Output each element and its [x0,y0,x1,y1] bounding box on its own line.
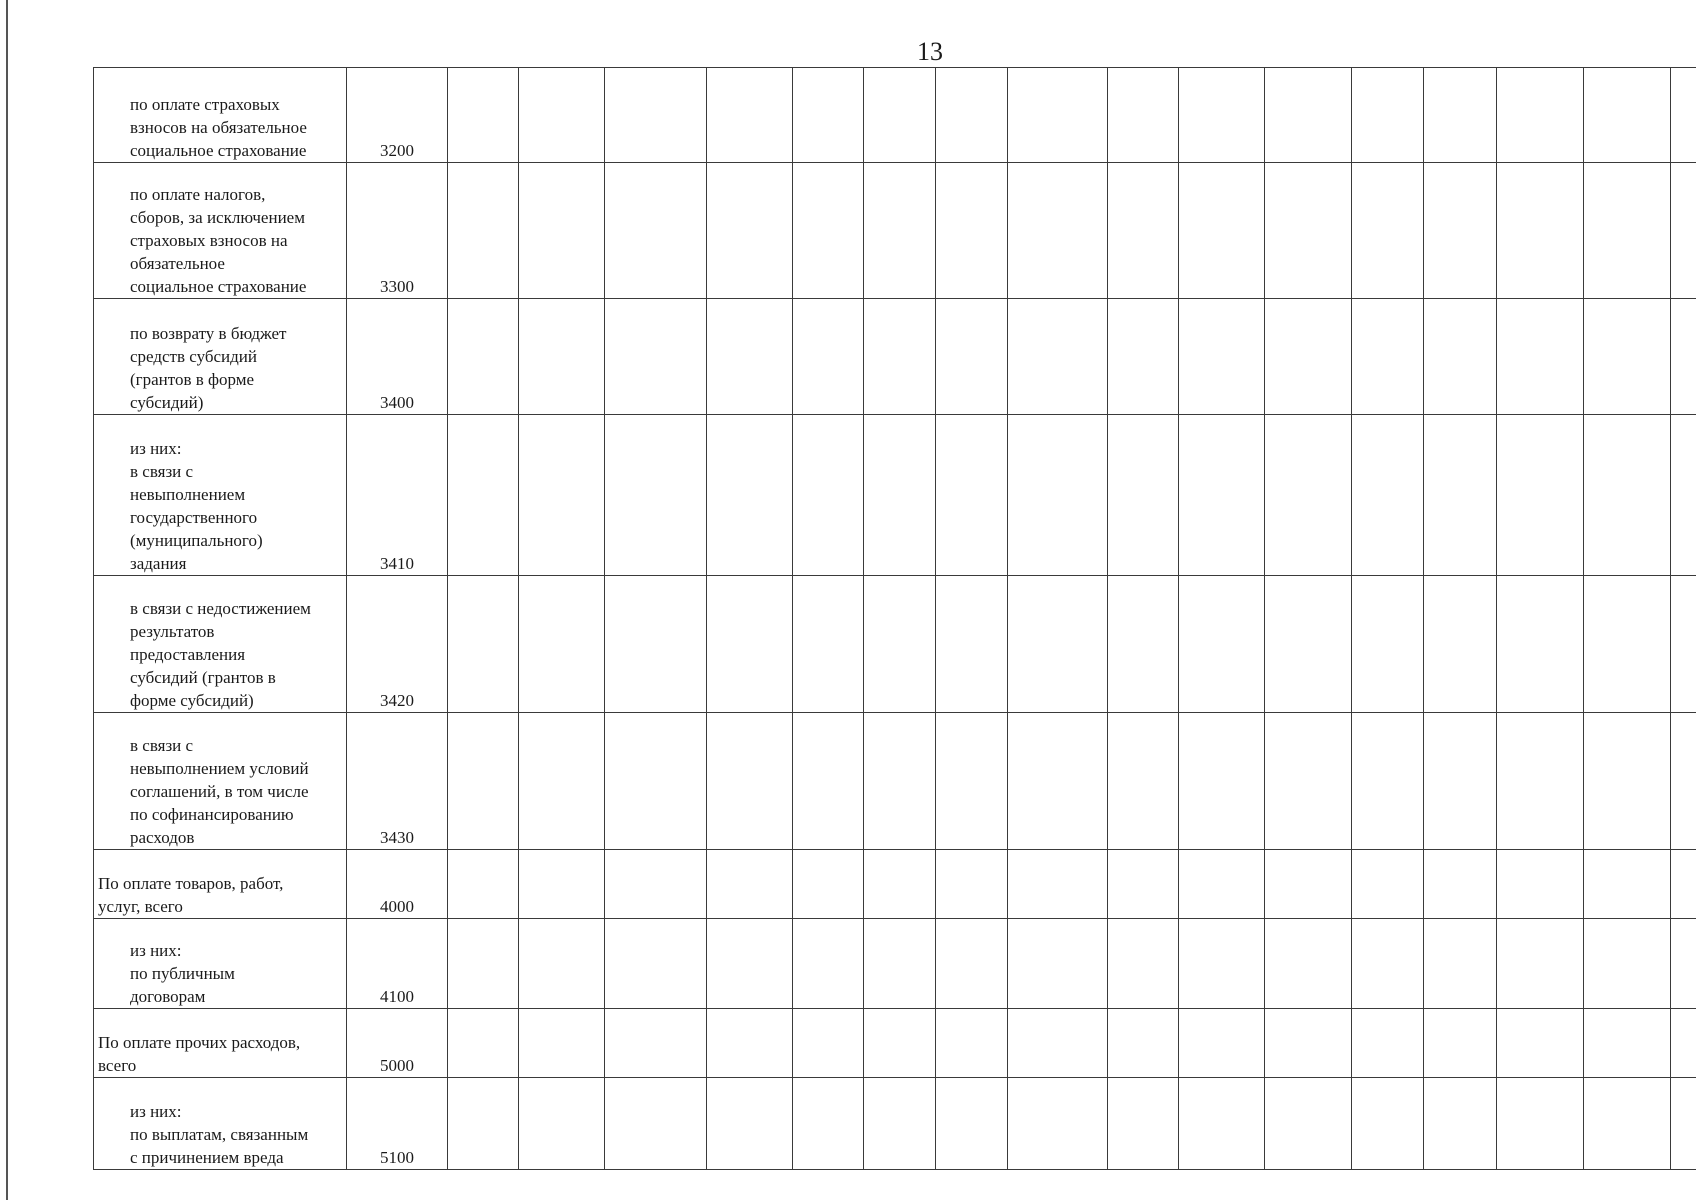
empty-cell [605,713,707,850]
page-number: 13 [917,37,943,66]
empty-cell [707,415,793,576]
row-label: По оплате прочих расходов, всего [94,1009,347,1078]
empty-cell [793,1009,864,1078]
empty-cell [1424,576,1497,713]
empty-cell [1352,850,1424,919]
empty-cell [1179,68,1265,163]
empty-cell [1265,576,1352,713]
empty-cell [448,163,519,299]
empty-cell [1352,68,1424,163]
empty-cell [1179,850,1265,919]
empty-cell [1265,713,1352,850]
table-body [94,68,1696,1170]
row-label: по оплате налогов, сборов, за исключением страховых взносов на обязательное социальное страхование [94,163,347,299]
empty-cell [1108,163,1179,299]
empty-cell [707,850,793,919]
empty-cell [864,1009,936,1078]
empty-cell [1352,415,1424,576]
row-code: 5000 [347,1009,448,1078]
row-code: 3410 [347,415,448,576]
empty-cell [448,1078,519,1170]
row-code: 4000 [347,850,448,919]
empty-cell [1424,299,1497,415]
empty-cell [1108,850,1179,919]
empty-cell [1352,1078,1424,1170]
empty-cell [1008,713,1108,850]
empty-cell [1424,850,1497,919]
page-margin-line [6,0,8,1200]
empty-cell [1424,68,1497,163]
empty-cell [936,576,1008,713]
table-row [94,163,1696,299]
table-row [94,576,1696,713]
empty-cell [519,713,605,850]
empty-cell [793,713,864,850]
empty-cell [1584,415,1671,576]
row-label: в связи с недостижением результатов предоставления субсидий (грантов в форме субсидий) [94,576,347,713]
empty-cell [1671,919,1696,1009]
empty-cell [1497,299,1584,415]
table-row [94,713,1696,850]
empty-cell [1497,1078,1584,1170]
empty-cell [936,415,1008,576]
empty-cell [1497,415,1584,576]
row-code: 3300 [347,163,448,299]
empty-cell [1008,1009,1108,1078]
empty-cell [864,713,936,850]
empty-cell [1179,919,1265,1009]
empty-cell [936,68,1008,163]
empty-cell [605,1009,707,1078]
empty-cell [864,919,936,1009]
row-code: 4100 [347,919,448,1009]
empty-cell [707,713,793,850]
table-row [94,1078,1696,1170]
empty-cell [448,68,519,163]
row-label: из них: по выплатам, связанным с причинением вреда [94,1078,347,1170]
row-label: из них: в связи с невыполнением государственного (муниципального) задания [94,415,347,576]
empty-cell [936,1078,1008,1170]
empty-cell [1497,1009,1584,1078]
empty-cell [1497,163,1584,299]
empty-cell [1497,850,1584,919]
empty-cell [1352,299,1424,415]
empty-cell [1108,919,1179,1009]
empty-cell [1108,68,1179,163]
row-code: 3200 [347,68,448,163]
empty-cell [1584,850,1671,919]
empty-cell [519,415,605,576]
empty-cell [793,1078,864,1170]
empty-cell [1424,919,1497,1009]
empty-cell [519,850,605,919]
empty-cell [1179,1078,1265,1170]
table-row [94,299,1696,415]
empty-cell [1497,68,1584,163]
table-row [94,919,1696,1009]
empty-cell [1671,415,1696,576]
empty-cell [448,576,519,713]
empty-cell [519,919,605,1009]
empty-cell [605,850,707,919]
empty-cell [1424,1078,1497,1170]
empty-cell [605,299,707,415]
empty-cell [793,163,864,299]
empty-cell [1008,299,1108,415]
empty-cell [864,299,936,415]
empty-cell [1584,919,1671,1009]
empty-cell [1008,415,1108,576]
empty-cell [707,163,793,299]
empty-cell [448,415,519,576]
empty-cell [519,163,605,299]
row-label: из них: по публичным договорам [94,919,347,1009]
empty-cell [1008,919,1108,1009]
empty-cell [936,713,1008,850]
empty-cell [1265,415,1352,576]
empty-cell [605,163,707,299]
empty-cell [519,576,605,713]
empty-cell [1584,713,1671,850]
empty-cell [1108,1009,1179,1078]
empty-cell [1108,713,1179,850]
empty-cell [793,850,864,919]
row-label: по оплате страховых взносов на обязательное социальное страхование [94,68,347,163]
empty-cell [1265,163,1352,299]
empty-cell [864,68,936,163]
empty-cell [605,919,707,1009]
empty-cell [1008,1078,1108,1170]
empty-cell [1671,1009,1696,1078]
empty-cell [1008,68,1108,163]
empty-cell [448,919,519,1009]
empty-cell [1584,1078,1671,1170]
row-label: по возврату в бюджет средств субсидий (грантов в форме субсидий) [94,299,347,415]
empty-cell [605,576,707,713]
empty-cell [605,1078,707,1170]
row-code: 3400 [347,299,448,415]
empty-cell [1584,68,1671,163]
empty-cell [1179,713,1265,850]
empty-cell [1265,1009,1352,1078]
empty-cell [1497,713,1584,850]
empty-cell [1108,299,1179,415]
empty-cell [936,1009,1008,1078]
empty-cell [1008,576,1108,713]
table-row [94,68,1696,163]
empty-cell [519,68,605,163]
empty-cell [1352,576,1424,713]
empty-cell [864,1078,936,1170]
empty-cell [793,299,864,415]
empty-cell [1352,1009,1424,1078]
empty-cell [1424,1009,1497,1078]
empty-cell [793,415,864,576]
empty-cell [1179,299,1265,415]
empty-cell [1179,163,1265,299]
empty-cell [1008,850,1108,919]
empty-cell [864,850,936,919]
empty-cell [707,1078,793,1170]
table-row [94,850,1696,919]
empty-cell [1584,1009,1671,1078]
empty-cell [1108,1078,1179,1170]
empty-cell [1179,415,1265,576]
empty-cell [1671,713,1696,850]
table-row [94,415,1696,576]
report-table [93,67,1696,1170]
empty-cell [519,1078,605,1170]
empty-cell [605,415,707,576]
empty-cell [936,299,1008,415]
empty-cell [1424,713,1497,850]
empty-cell [1584,163,1671,299]
empty-cell [1671,850,1696,919]
empty-cell [793,576,864,713]
empty-cell [707,299,793,415]
empty-cell [1265,1078,1352,1170]
empty-cell [936,163,1008,299]
empty-cell [519,299,605,415]
empty-cell [1265,68,1352,163]
empty-cell [1424,415,1497,576]
empty-cell [793,919,864,1009]
empty-cell [1671,1078,1696,1170]
row-code: 3430 [347,713,448,850]
empty-cell [707,576,793,713]
row-code: 3420 [347,576,448,713]
empty-cell [1108,576,1179,713]
empty-cell [1352,163,1424,299]
row-label: в связи с невыполнением условий соглашений, в том числе по софинансированию расходов [94,713,347,850]
empty-cell [936,850,1008,919]
empty-cell [864,576,936,713]
empty-cell [519,1009,605,1078]
empty-cell [1352,713,1424,850]
row-code: 5100 [347,1078,448,1170]
empty-cell [1584,299,1671,415]
empty-cell [1424,163,1497,299]
empty-cell [936,919,1008,1009]
empty-cell [1108,415,1179,576]
empty-cell [605,68,707,163]
empty-cell [448,299,519,415]
empty-cell [1584,576,1671,713]
empty-cell [1265,850,1352,919]
empty-cell [448,850,519,919]
row-label: По оплате товаров, работ, услуг, всего [94,850,347,919]
empty-cell [1265,919,1352,1009]
empty-cell [707,1009,793,1078]
empty-cell [1497,576,1584,713]
empty-cell [707,68,793,163]
empty-cell [1671,576,1696,713]
empty-cell [864,415,936,576]
empty-cell [1179,576,1265,713]
empty-cell [1352,919,1424,1009]
empty-cell [864,163,936,299]
empty-cell [1179,1009,1265,1078]
empty-cell [707,919,793,1009]
empty-cell [448,713,519,850]
empty-cell [1008,163,1108,299]
empty-cell [793,68,864,163]
empty-cell [1497,919,1584,1009]
empty-cell [1671,163,1696,299]
empty-cell [1265,299,1352,415]
empty-cell [1671,299,1696,415]
table-row [94,1009,1696,1078]
empty-cell [448,1009,519,1078]
empty-cell [1671,68,1696,163]
